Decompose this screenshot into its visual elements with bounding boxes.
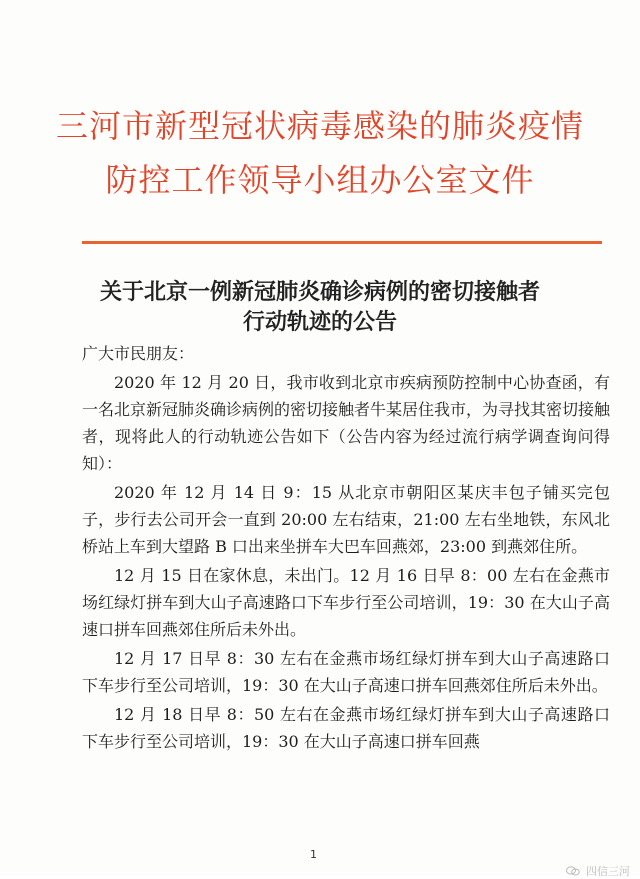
paragraph-1: 2020 年 12 月 20 日，我市收到北京市疾病预防控制中心协查函，有一名北京新冠肺炎确诊病例的密切接触者牛某居住我市，为寻找其密切接触者，现将此人的行动轨迹公告如下（公告内容为经过流行病学调查询问得知）： [82, 373, 611, 473]
document-body [82, 340, 610, 755]
page-number: 1 [310, 848, 317, 861]
document-title-line2: 行动轨迹的公告 [242, 310, 397, 335]
watermark-text: 四信三河 [586, 865, 630, 878]
header-divider [82, 241, 602, 244]
salutation: 广大市民朋友： [82, 344, 195, 363]
watermark [566, 863, 630, 879]
paragraph-5: 12 月 18 日早 8：50 左右在金燕市场红绿灯拼车到大山子高速路口下车步行至公司培训，19：30 在大山子高速口拼车回燕 [82, 705, 610, 751]
header-title-line1: 三河市新型冠状病毒感染的肺炎疫情 [55, 107, 584, 145]
paragraph-4: 12 月 17 日早 8：30 左右在金燕市场红绿灯拼车到大山子高速路口下车步行至公司培训，19：30 在大山子高速口拼车回燕郊住所后未外出。 [82, 649, 610, 695]
paragraph-3: 12 月 15 日在家休息，未出门。12 月 16 日早 8：00 左右在金燕市场红绿灯拼车到大山子高速路口下车步行至公司培训，19：30 在大山子高速口拼车回燕郊住所后未外出。 [82, 566, 610, 639]
document-title-line1: 关于北京一例新冠肺炎确诊病例的密切接触者 [99, 280, 540, 305]
header-title-line2: 防控工作领导小组办公室文件 [105, 161, 535, 199]
paragraph-2: 2020 年 12 月 14 日 9：15 从北京市朝阳区某庆丰包子铺买完包子，步行去公司开会一直到 20:00 左右结束，21:00 左右坐地铁，东风北桥站上车到大望路 B 口出来坐拼车大巴车回燕郊，23:00 到燕郊住所。 [82, 483, 610, 556]
